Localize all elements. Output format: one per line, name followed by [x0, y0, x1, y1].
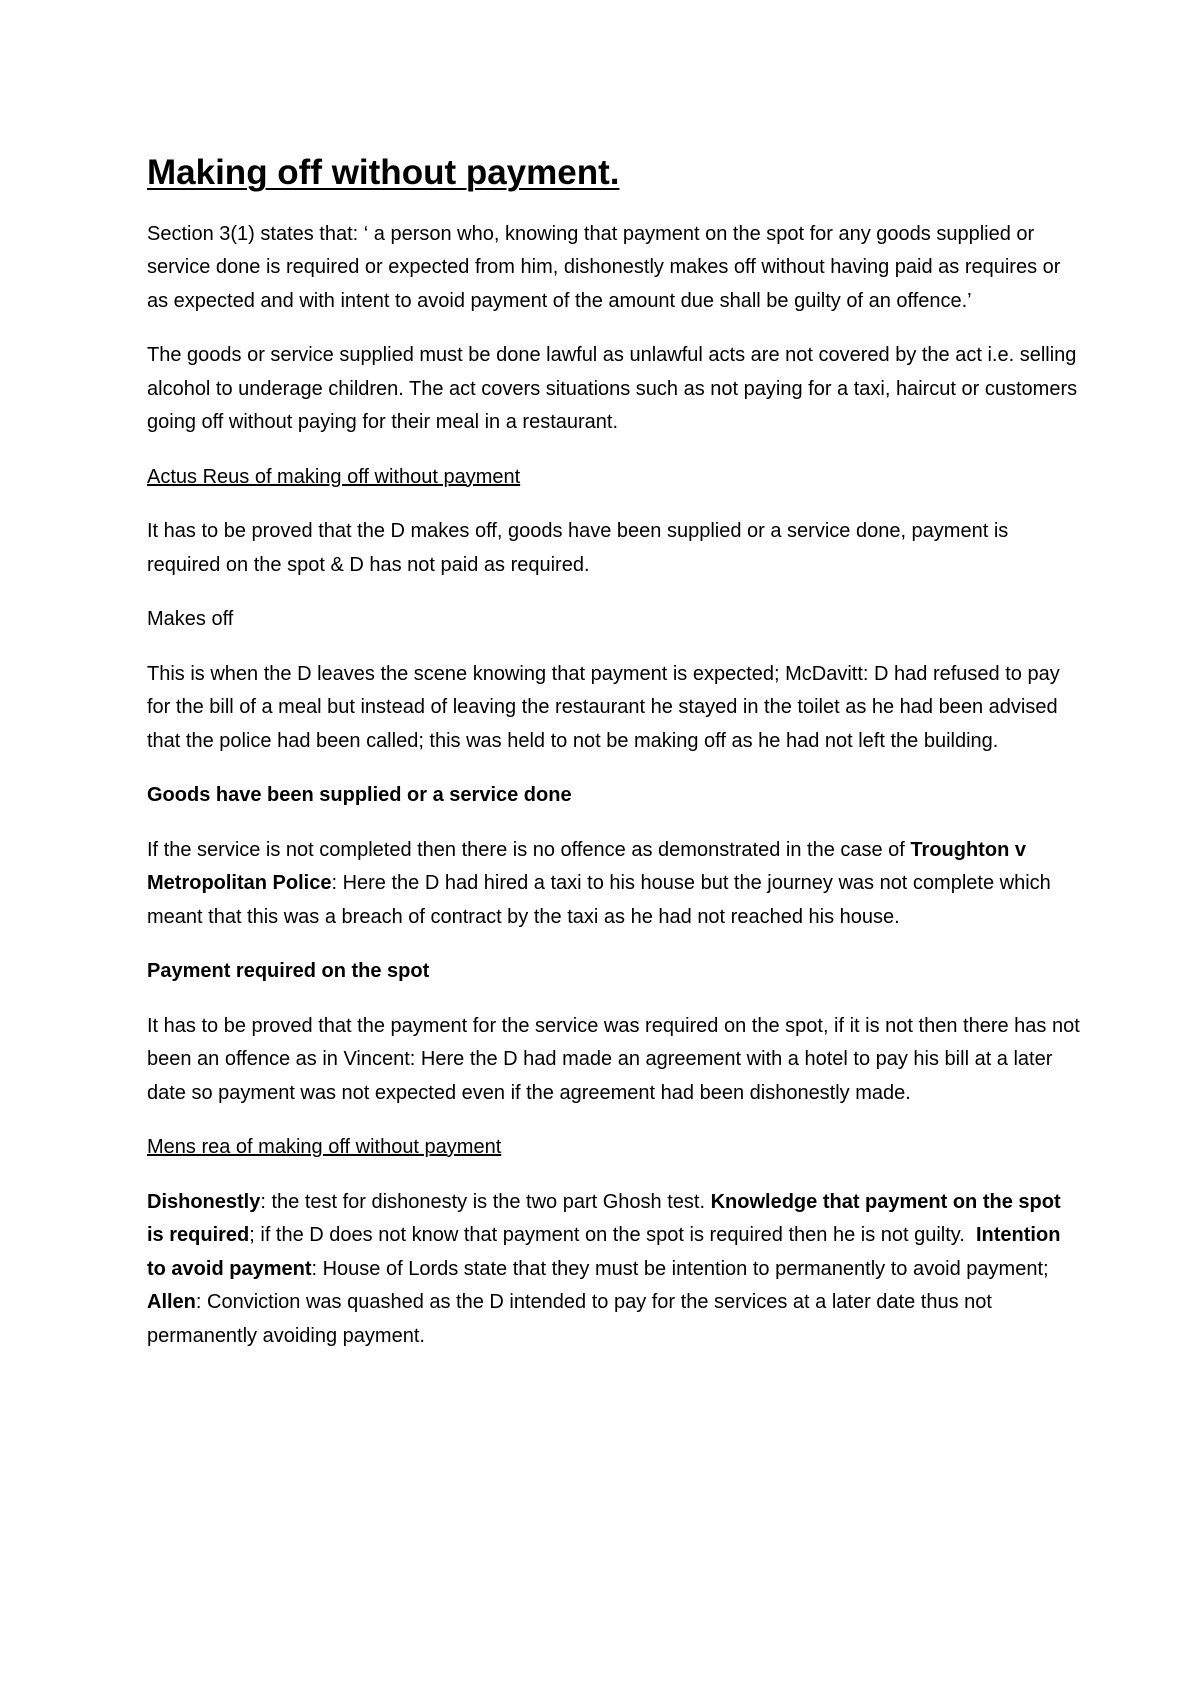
knowledge-text: ; if the D does not know that payment on the spot is required then he is not guilty.: [249, 1224, 965, 1246]
knowledge-label: Knowledge that payment on the spot is required: [147, 1190, 1061, 1246]
makes-off-paragraph: This is when the D leaves the scene knowing that payment is expected; McDavitt: D had refused to pay for the bill of a meal but instead of leaving the restaurant he stayed in the toilet as he had been advised that the police had been called; this was held to not be making off as he had not left the building.: [147, 662, 1060, 752]
section-intro-paragraph: Section 3(1) states that: ‘ a person who, knowing that payment on the spot for any goods supplied or service done is required or expected from him, dishonestly makes off without having paid as requires or as expected and with intent to avoid payment of the amount due shall be guilty of an offence.’: [147, 222, 1061, 312]
payment-on-spot-paragraph: It has to be proved that the payment for the service was required on the spot, if it is not then there has not been an offence as in Vincent: Here the D had made an agreement with a hotel to pay his bill at a later date so payment was not expected even if the agreement had been dishonestly made.: [147, 1014, 1080, 1104]
goods-supplied-heading: [147, 779, 1080, 813]
actus-reus-paragraph: It has to be proved that the D makes off, goods have been supplied or a service done, payment is required on the spot & D has not paid as required.: [147, 520, 1009, 576]
allen-text: : Conviction was quashed as the D intended to pay for the services at a later date thus not permanently avoiding payment.: [147, 1291, 992, 1347]
goods-text-start: If the service is not completed then there is no offence as demonstrated in the case of: [147, 838, 905, 861]
page-title: Making off without payment.: [147, 153, 620, 192]
payment-on-spot-heading: [147, 955, 1080, 989]
mens-rea-paragraph: [147, 1186, 1080, 1354]
payment-on-spot-heading-text: Payment required on the spot: [147, 960, 430, 982]
lawful-paragraph: The goods or service supplied must be done lawful as unlawful acts are not covered by the act i.e. selling alcohol to underage children. The act covers situations such as not paying for a taxi, haircut or customers going off without paying for their meal in a restaurant.: [147, 344, 1078, 433]
mens-rea-heading: Mens rea of making off without payment: [147, 1136, 502, 1158]
case-name-troughton: Troughton v Metropolitan Police: [147, 838, 1026, 894]
goods-text-end: : Here the D had hired a taxi to his house but the journey was not complete which meant that this was a breach of contract by the taxi as he had not reached his house.: [147, 872, 1051, 928]
makes-off-heading: Makes off: [147, 608, 234, 630]
dishonestly-label: Dishonestly: [147, 1190, 261, 1213]
dishonestly-text: : the test for dishonesty is the two part Ghosh test.: [260, 1190, 706, 1213]
actus-reus-heading: Actus Reus of making off without payment: [147, 465, 521, 488]
goods-supplied-paragraph: [147, 834, 1080, 935]
allen-label: Allen: [147, 1291, 196, 1313]
intention-text: : House of Lords state that they must be intention to permanently to avoid payment;: [311, 1257, 1049, 1280]
intention-label: Intention to avoid payment: [147, 1224, 1061, 1280]
goods-supplied-heading-text: Goods have been supplied or a service done: [147, 784, 572, 806]
